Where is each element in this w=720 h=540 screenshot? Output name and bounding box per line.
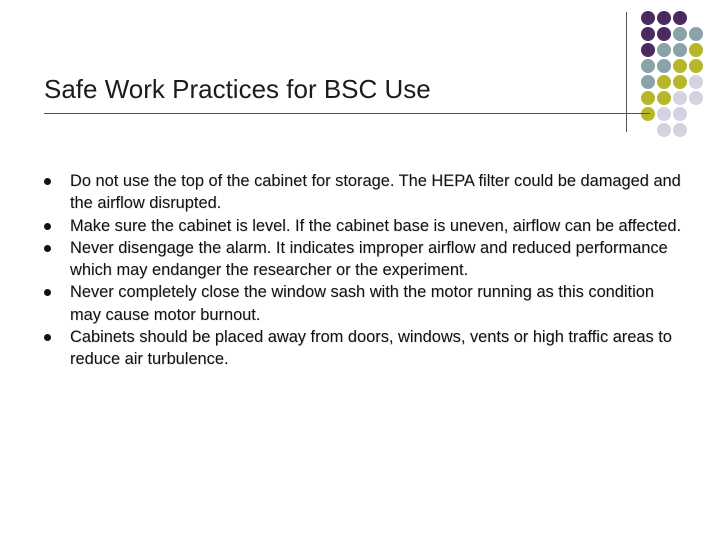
bullet-list [44, 170, 684, 371]
decorative-dot [641, 75, 655, 89]
title-underline [44, 113, 650, 114]
bullet-item [44, 326, 684, 371]
decorative-dot [657, 91, 671, 105]
decorative-dot [673, 43, 687, 57]
decorative-dot [673, 75, 687, 89]
bullet-item [44, 281, 684, 326]
bullet-item [44, 170, 684, 215]
decorative-dot [689, 43, 703, 57]
slide-title: Safe Work Practices for BSC Use [44, 74, 431, 104]
decorative-dot [641, 27, 655, 41]
bullet-text: Never completely close the window sash with the motor running as this condition may cause motor burnout. [70, 283, 654, 324]
bullet-icon [44, 289, 51, 296]
decorative-dot [689, 27, 703, 41]
decorative-dot [657, 27, 671, 41]
decorative-dot [641, 59, 655, 73]
decorative-dot [641, 107, 655, 121]
vertical-divider [626, 12, 627, 132]
bullet-icon [44, 334, 51, 341]
decorative-dot [673, 123, 687, 137]
bullet-text: Cabinets should be placed away from doors, windows, vents or high traffic areas to reduce air turbulence. [70, 328, 672, 369]
decorative-dot [641, 43, 655, 57]
bullet-icon [44, 178, 51, 185]
decorative-dot [689, 91, 703, 105]
decorative-dot [673, 91, 687, 105]
decorative-dot [657, 75, 671, 89]
decorative-dot [641, 11, 655, 25]
bullet-icon [44, 223, 51, 230]
decorative-dot [673, 59, 687, 73]
bullet-text: Make sure the cabinet is level. If the cabinet base is uneven, airflow can be affected. [70, 216, 682, 235]
decorative-dot [689, 59, 703, 73]
bullet-item [44, 215, 684, 237]
bullet-icon [44, 245, 51, 252]
decorative-dot [657, 59, 671, 73]
decorative-dot [673, 11, 687, 25]
decorative-dot [641, 91, 655, 105]
bullet-text: Do not use the top of the cabinet for storage. The HEPA filter could be damaged and the airflow disrupted. [70, 172, 681, 213]
decorative-dot [657, 43, 671, 57]
decorative-dot [689, 75, 703, 89]
decorative-dot [673, 27, 687, 41]
bullet-item [44, 237, 684, 282]
decorative-dot [657, 11, 671, 25]
decorative-dot [657, 107, 671, 121]
decorative-dot [673, 107, 687, 121]
decorative-dot [657, 123, 671, 137]
bullet-text: Never disengage the alarm. It indicates improper airflow and reduced performance which may endanger the researcher or the experiment. [70, 238, 668, 280]
